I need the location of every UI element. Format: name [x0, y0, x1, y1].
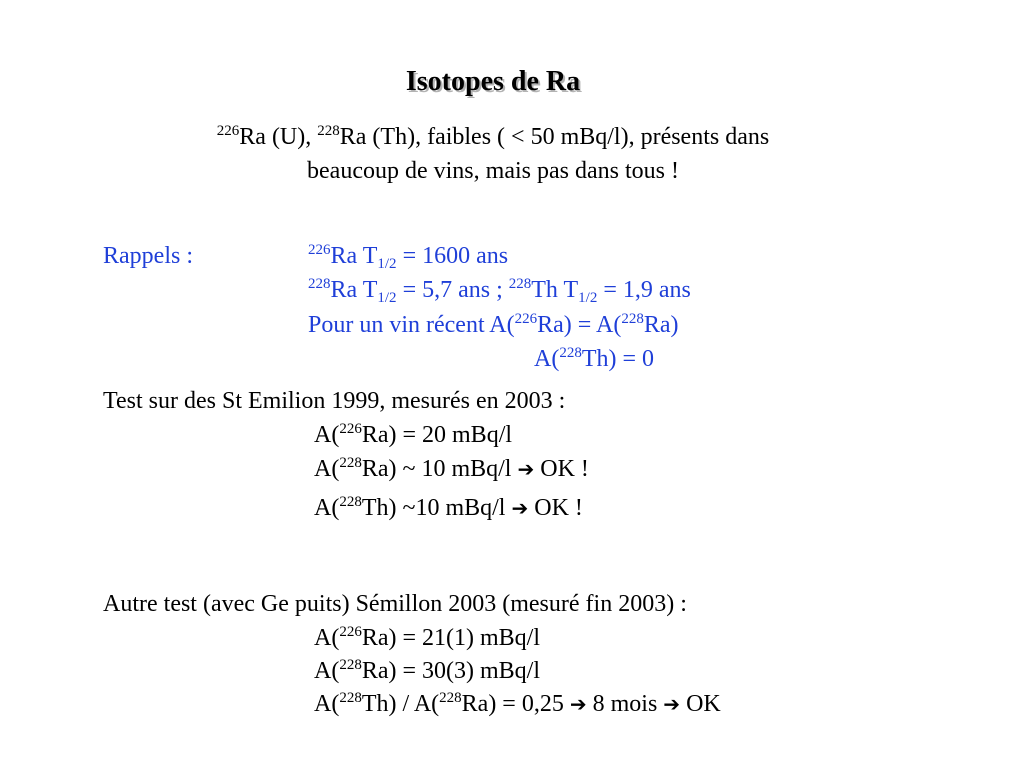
mass-number: 228 [339, 494, 362, 510]
line-text: Ra) = 30(3) mBq/l [361, 658, 541, 684]
mass-number: 228 [317, 123, 340, 139]
intro-text: Ra (Th), faibles ( < 50 mBq/l), présents dans [339, 124, 770, 150]
test1-result-3 [314, 496, 583, 520]
test2-heading: Autre test (avec Ge puits) Sémillon 2003 (mesuré fin 2003) : [103, 591, 687, 617]
mass-number: 228 [339, 657, 362, 673]
line-text: A( [534, 346, 560, 372]
mass-number: 228 [339, 690, 362, 706]
rappels-line-2 [308, 276, 691, 306]
line-text: A( [314, 456, 340, 482]
line-text: Ra T [330, 243, 378, 269]
line-text: = 5,7 ans ; [396, 277, 509, 303]
line-text: Th) ~10 mBq/l [361, 495, 512, 521]
test2-result-3 [314, 692, 721, 716]
line-text: Ra) = A( [537, 312, 622, 338]
line-text: OK ! [534, 456, 589, 482]
line-text: A( [314, 691, 340, 717]
mass-number: 226 [216, 123, 240, 139]
line-text: = 1600 ans [396, 243, 509, 269]
test2-result-1 [314, 626, 540, 650]
line-text: Ra) [643, 312, 679, 338]
arrow-right-icon: ➔ [663, 692, 681, 716]
mass-number: 228 [621, 311, 644, 327]
rappels-line-4 [534, 347, 654, 371]
line-text: Ra) = 0,25 [461, 691, 570, 717]
mass-number: 228 [559, 345, 582, 361]
line-text: Ra T [330, 277, 378, 303]
mass-number: 226 [514, 311, 538, 327]
line-text: A( [314, 625, 340, 651]
rappels-label: Rappels : [103, 243, 193, 269]
half-life-subscript: 1/2 [377, 256, 397, 272]
line-text: A( [314, 495, 340, 521]
test1-result-1 [314, 423, 512, 447]
line-text: OK ! [528, 495, 583, 521]
line-text: Th T [531, 277, 579, 303]
line-text: = 1,9 ans [597, 277, 691, 303]
half-life-subscript: 1/2 [377, 290, 397, 306]
mass-number: 228 [308, 276, 331, 292]
arrow-right-icon: ➔ [517, 457, 535, 481]
line-text: Ra) = 20 mBq/l [361, 422, 513, 448]
intro-text: Ra (U), [239, 124, 318, 150]
arrow-right-icon: ➔ [511, 496, 529, 520]
mass-number: 226 [339, 624, 362, 640]
mass-number: 226 [308, 242, 331, 258]
intro-line-2: beaucoup de vins, mais pas dans tous ! [307, 158, 679, 184]
line-text: 8 mois [586, 691, 664, 717]
line-text: OK [680, 691, 721, 717]
line-text: Pour un vin récent A( [308, 312, 515, 338]
rappels-line-3 [308, 313, 678, 337]
line-text: Th) = 0 [581, 346, 655, 372]
line-text: A( [314, 658, 340, 684]
mass-number: 226 [339, 421, 362, 437]
test2-result-2 [314, 659, 540, 683]
page-title: Isotopes de Ra [405, 66, 581, 97]
half-life-subscript: 1/2 [578, 290, 598, 306]
line-text: A( [314, 422, 340, 448]
mass-number: 228 [508, 276, 532, 292]
line-text: Ra) = 21(1) mBq/l [361, 625, 541, 651]
rappels-line-1 [308, 242, 509, 272]
line-text: Ra) ~ 10 mBq/l [361, 456, 518, 482]
mass-number: 228 [439, 690, 462, 706]
test1-result-2 [314, 457, 589, 481]
intro-line-1 [0, 125, 986, 149]
arrow-right-icon: ➔ [569, 692, 587, 716]
test1-heading: Test sur des St Emilion 1999, mesurés en 2003 : [103, 388, 566, 414]
mass-number: 228 [339, 455, 362, 471]
line-text: Th) / A( [361, 691, 440, 717]
